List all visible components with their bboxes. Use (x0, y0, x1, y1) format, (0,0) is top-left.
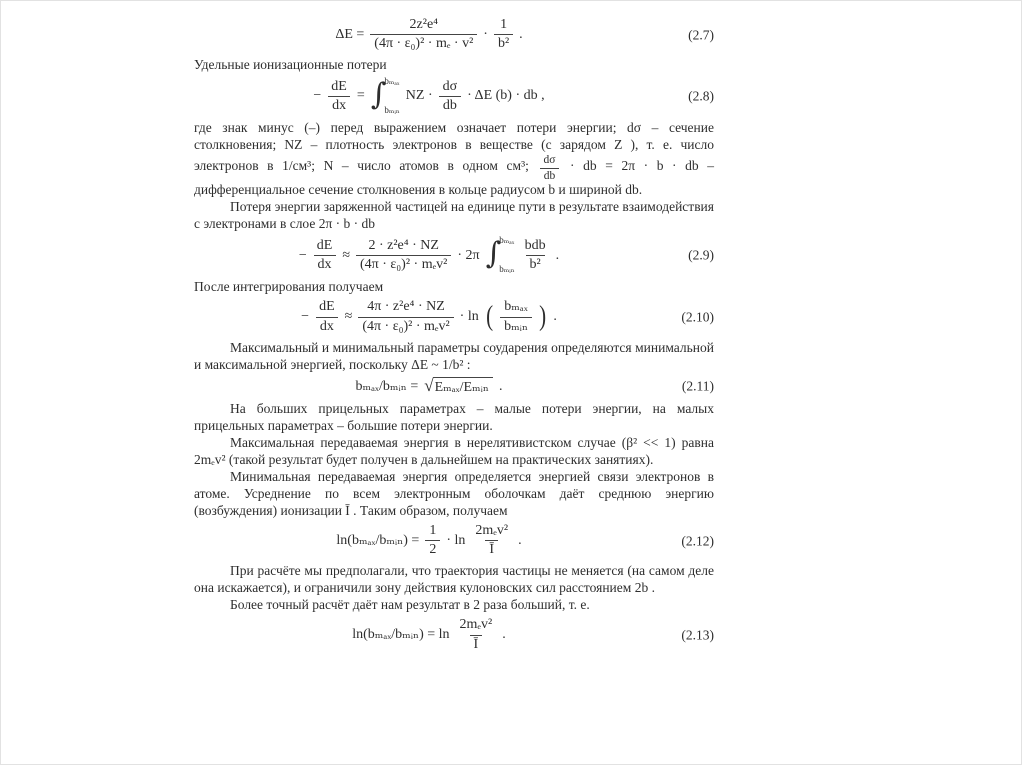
fraction-numerator: dE (316, 237, 333, 253)
equation-2-12 (194, 523, 714, 558)
equation-2-10-body (194, 299, 714, 334)
dot-operator: · (483, 26, 488, 42)
minus-sign: − (301, 309, 310, 325)
fraction-numerator: 2 · z²e⁴ · NZ (368, 237, 439, 253)
equation-2-8-body (194, 77, 714, 115)
fraction-numerator: 4π · z²e⁴ · NZ (367, 299, 445, 315)
equation-2-9-body (194, 236, 714, 274)
minus-sign: − (313, 88, 322, 104)
integral-lower-limit: bₘᵢₙ (384, 105, 400, 116)
para-max-energy: Максимальная передаваемая энергия в нерелятивистском случае (β² << 1) равна 2mₑv² (такой результат будет получен в дальнейшем на практических занятиях). (194, 435, 714, 468)
equation-2-11 (194, 377, 714, 397)
equation-2-7-body (194, 17, 714, 52)
eq-term: · 2π (457, 247, 480, 263)
fraction-denominator: (4π · ε₀)² · mₑv² (356, 255, 451, 273)
text-column (194, 13, 714, 657)
para-more-precise: Более точный расчёт даёт нам результат в 2 раза больший, т. е. (230, 597, 590, 613)
para-energy-loss-layer: Потеря энергии заряженной частицей на единице пути в результате взаимодействия с электронами в слое 2π · b · db (194, 199, 714, 232)
fraction-denominator: bₘᵢₙ (500, 317, 532, 335)
eq-lhs: ln(bₘₐₓ/bₘᵢₙ) = ln (352, 627, 450, 643)
equation-number: (2.8) (688, 88, 714, 104)
fraction-numerator: dσ (442, 78, 458, 94)
equation-2-10 (194, 299, 714, 334)
approx-sign: ≈ (344, 309, 353, 325)
fraction-denominator: db (540, 168, 560, 183)
fraction (439, 79, 462, 114)
eq-period: . (502, 627, 506, 643)
integral-icon: ∫ (485, 236, 502, 272)
fraction (456, 617, 497, 652)
equation-2-11-body (194, 377, 714, 397)
eq-lhs: ΔE = (335, 26, 365, 42)
fraction (327, 79, 351, 114)
fraction (370, 17, 477, 52)
eq-term: · ln (446, 533, 466, 549)
fraction-denominator: db (439, 96, 461, 114)
radical-icon: √ (424, 375, 434, 395)
fraction (425, 523, 440, 558)
integral (486, 236, 515, 274)
fraction (471, 523, 512, 558)
fraction (500, 299, 532, 334)
fraction-denominator: (4π · ε₀)² · mₑ · v² (370, 34, 477, 52)
fraction-numerator: bdb (524, 237, 546, 253)
equation-2-12-body (194, 523, 714, 558)
fraction (315, 299, 339, 334)
eq-period: . (498, 378, 503, 394)
inline-fraction (539, 154, 559, 182)
equation-2-9 (194, 236, 714, 274)
para-text: где знак минус (–) перед выражением означает потери энергии; dσ – сечение столкновения; NZ – плотность электронов в веществе (с зарядом Z ), т. е. число электронов в 1/см³; N – число атомов в одном см³; (194, 120, 714, 174)
fraction-denominator: b² (494, 34, 513, 52)
left-paren: ( (485, 301, 493, 333)
para-impact-parameters: Максимальный и минимальный параметры соударения определяются минимальной и максимальной энергией, поскольку ΔE ~ 1/b² : (194, 339, 714, 372)
eq-period: . (519, 26, 523, 42)
fraction-numerator: 1 (500, 17, 508, 32)
equation-number: (2.13) (681, 627, 714, 643)
fraction-numerator: dE (319, 299, 335, 315)
equation-2-13-body (194, 617, 714, 652)
fraction (313, 238, 337, 273)
fraction (356, 238, 451, 273)
integral-limits (499, 236, 514, 274)
integral-upper-limit: bₘₐₓ (499, 235, 515, 246)
fraction-denominator: dx (328, 96, 350, 114)
fraction (494, 17, 513, 52)
integral-upper-limit: bₘₐₓ (384, 76, 400, 87)
minus-sign: − (298, 247, 307, 263)
eq-term: NZ · (405, 88, 433, 104)
eq-lhs: ln(bₘₐₓ/bₘᵢₙ) = (336, 533, 420, 549)
equation-number: (2.9) (688, 247, 714, 263)
integral (371, 77, 400, 115)
right-paren: ) (539, 301, 547, 333)
eq-term: · ln (459, 309, 479, 325)
equation-number: (2.7) (688, 27, 714, 43)
fraction-denominator: dx (316, 317, 338, 335)
fraction-numerator: 1 (429, 523, 437, 539)
para-min-energy: Минимальная передаваемая энергия определяется энергией связи электронов в атоме. Усреднение по всем электронным оболочкам даёт среднюю энергию (возбуждения) ионизации Ī . Таким образом, получаем (194, 469, 714, 519)
para-specific-losses: Удельные ионизационные потери (194, 57, 387, 73)
fraction-numerator: dE (331, 78, 347, 94)
para-minus-sign-explanation (194, 119, 714, 198)
fraction-denominator: 2 (425, 540, 440, 558)
eq-period: . (553, 309, 557, 325)
radical-body: Eₘₐₓ/Eₘᵢₙ (433, 377, 493, 397)
equation-number: (2.10) (681, 309, 714, 325)
para-trajectory-note: При расчёте мы предполагали, что траектория частицы не меняется (на самом деле она искажается), и ограничили зону действия кулоновских сил расстоянием 2b . (194, 563, 714, 596)
eq-lhs: bₘₐₓ/bₘᵢₙ = (355, 378, 419, 394)
equation-2-13 (194, 617, 714, 652)
fraction-denominator: Ī (470, 635, 483, 653)
fraction-denominator: Ī (485, 540, 498, 558)
approx-sign: ≈ (342, 247, 351, 263)
integral-lower-limit: bₘᵢₙ (499, 264, 515, 275)
fraction (521, 238, 550, 273)
eq-term: · ΔE (b) · db , (467, 88, 545, 104)
integral-limits (384, 77, 399, 115)
fraction-numerator: dσ (543, 154, 556, 167)
fraction-numerator: 2mₑv² (475, 523, 509, 539)
eq-period: . (555, 247, 560, 263)
equals-sign: = (356, 88, 365, 104)
fraction (358, 299, 453, 334)
fraction-numerator: bₘₐₓ (504, 299, 528, 315)
fraction-denominator: (4π · ε₀)² · mₑv² (358, 317, 453, 335)
integral-icon: ∫ (370, 77, 387, 113)
fraction-numerator: 2mₑv² (459, 617, 493, 633)
fraction-numerator: 2z²e⁴ (409, 17, 439, 32)
equation-2-7 (194, 17, 714, 52)
fraction-denominator: dx (314, 255, 336, 273)
para-text: · db = 2π · b · db – дифференциальное сечение столкновения в кольце радиусом b и шириной db. (194, 158, 715, 198)
para-large-impact: На больших прицельных параметрах – малые потери энергии, на малых прицельных параметрах – большие потери энергии. (194, 401, 714, 434)
equation-2-8 (194, 77, 714, 115)
fraction-denominator: b² (526, 255, 545, 273)
equation-number: (2.12) (681, 533, 714, 549)
square-root (424, 377, 493, 397)
equation-number: (2.11) (681, 378, 714, 394)
para-after-integration: После интегрирования получаем (194, 279, 384, 295)
eq-period: . (518, 533, 522, 549)
